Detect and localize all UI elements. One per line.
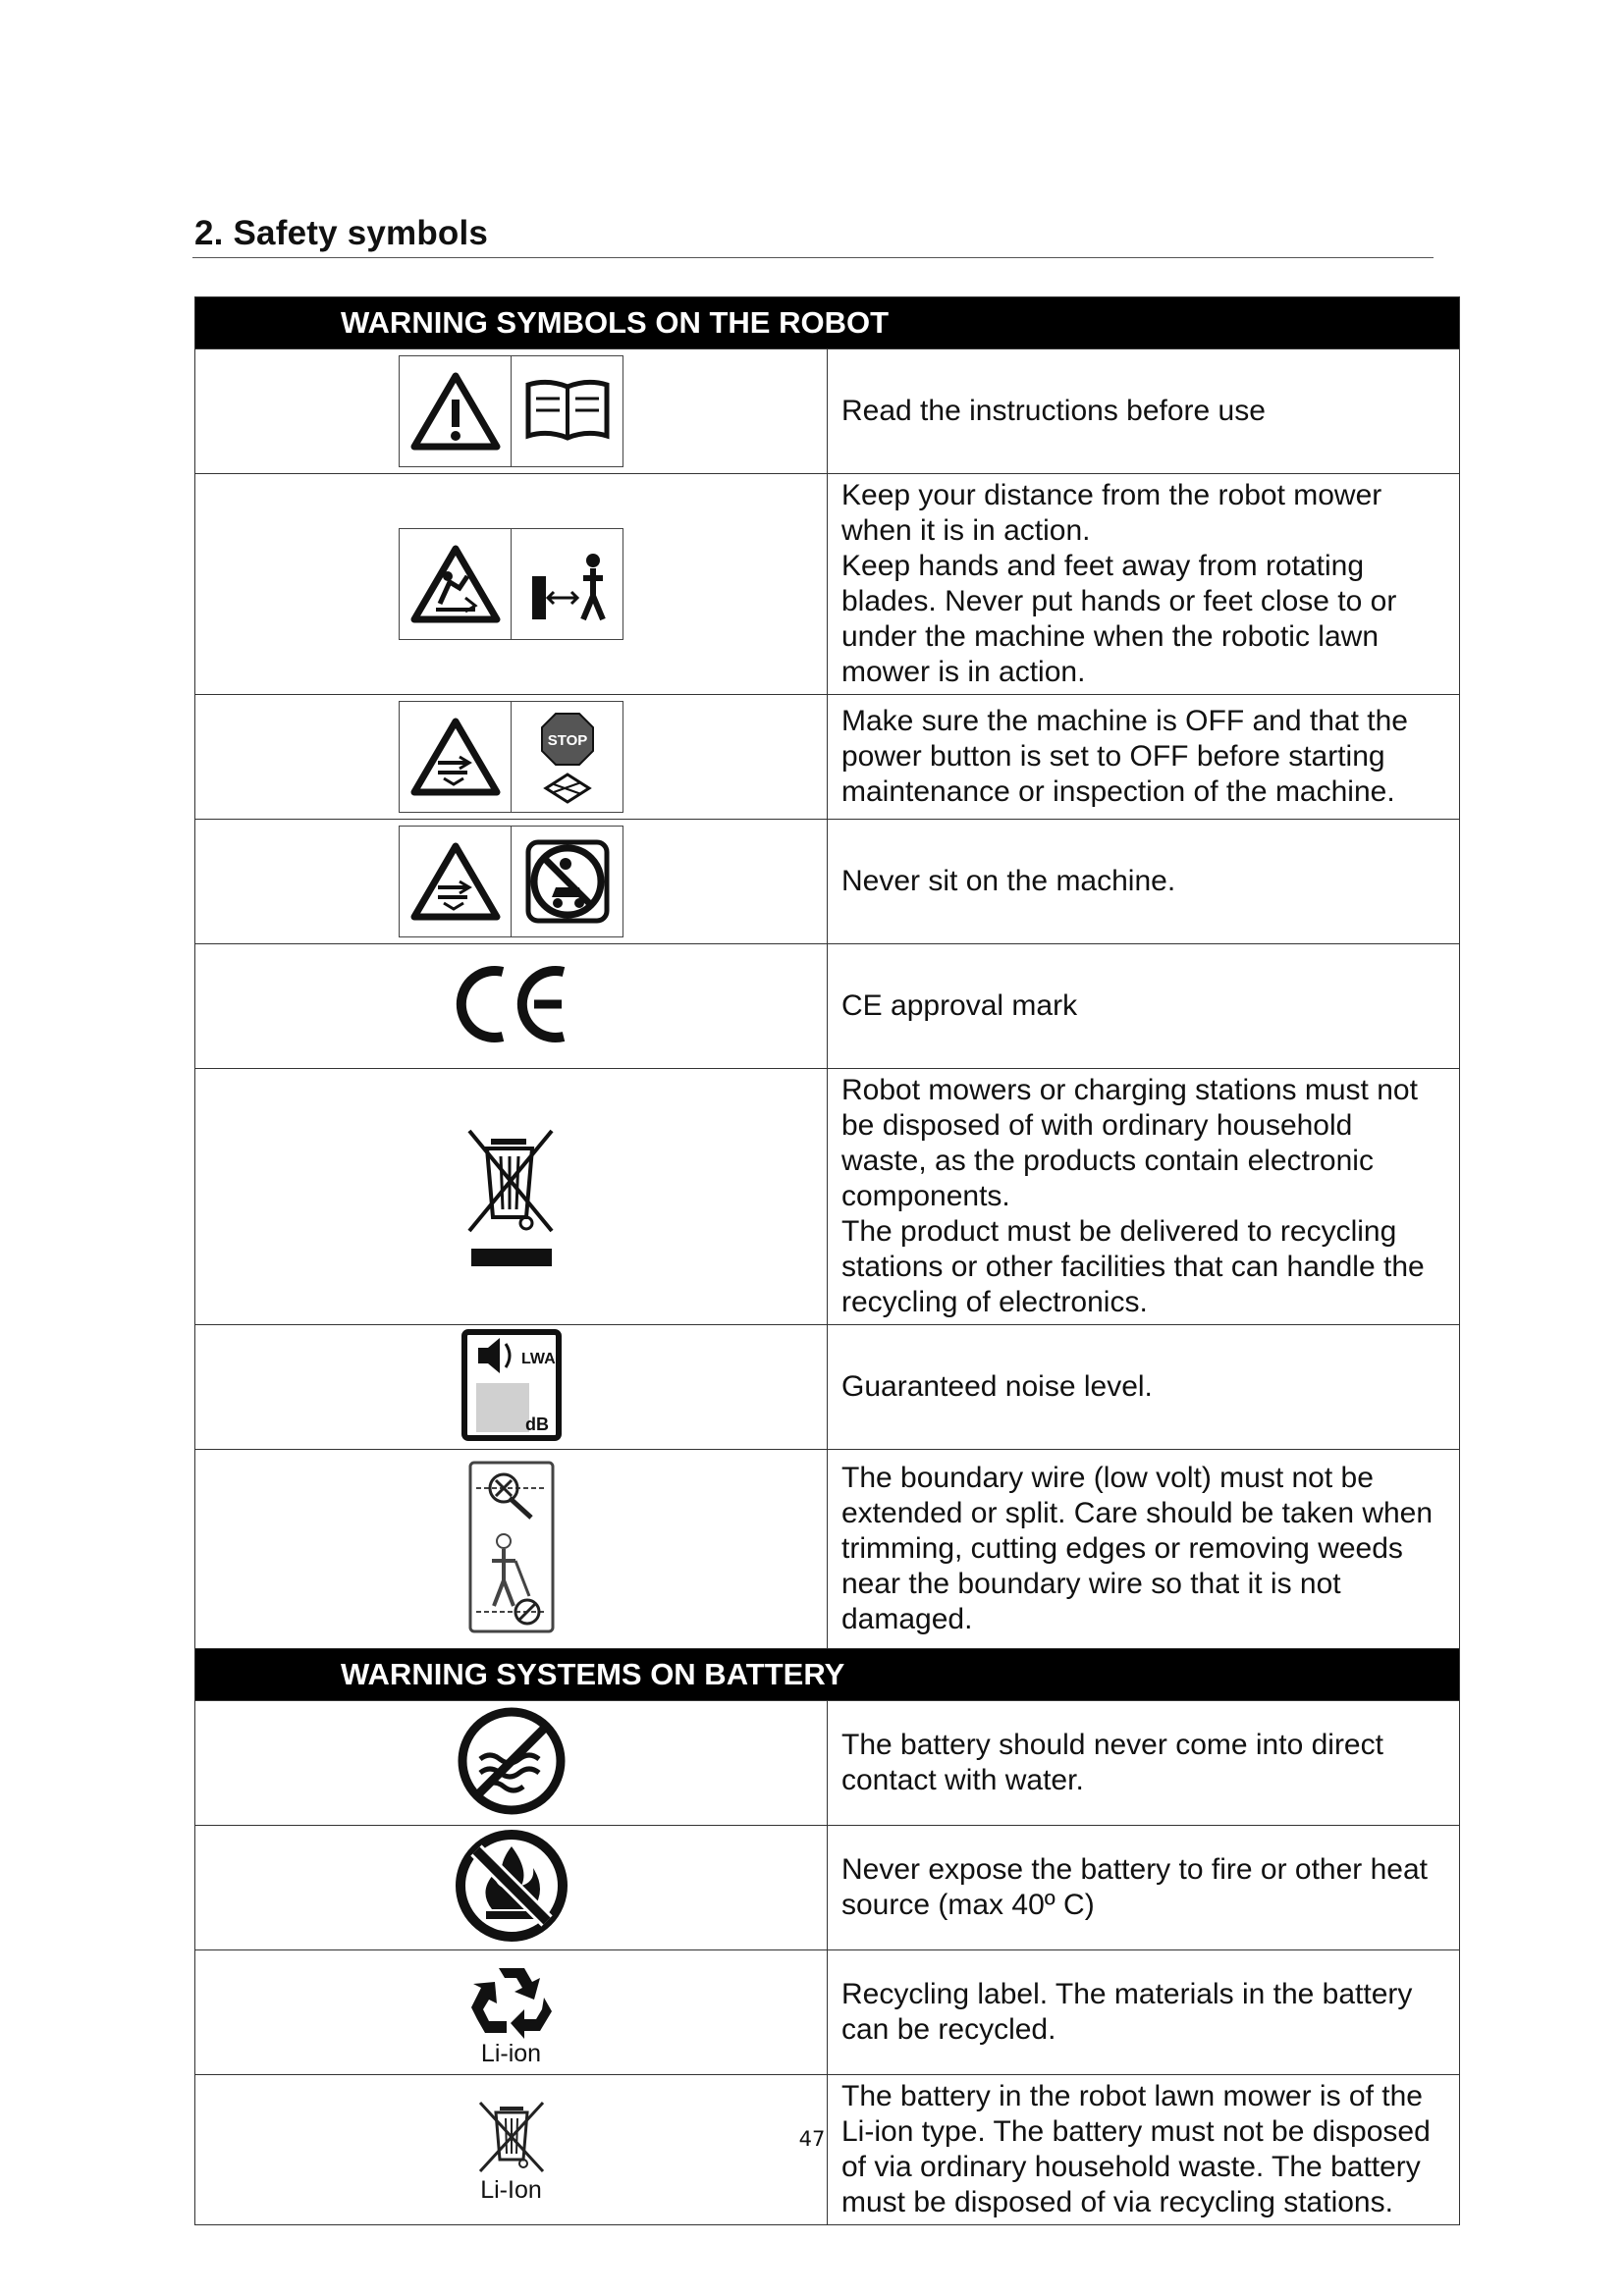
stop-sign-icon <box>511 702 623 812</box>
description-cell <box>828 1069 1460 1325</box>
table-row <box>195 695 1460 820</box>
description-text: The battery in the robot lawn mower is of the Li-ion type. The battery must not be disposed of via ordinary household waste. The battery must be disposed of via recycling stations. <box>841 2080 1431 2218</box>
instruction-book-icon <box>511 356 623 466</box>
symbol-cell <box>195 1950 828 2075</box>
page-number: 47 <box>798 2127 826 2151</box>
robot-section-header-row <box>195 297 1460 349</box>
li-ion-label: Li-ion <box>480 2039 542 2067</box>
description-text: The battery should never come into direct contact with water. <box>841 1729 1383 1796</box>
blade-warning-icon <box>400 827 511 936</box>
description-text: Recycling label. The materials in the battery can be recycled. <box>841 1978 1413 2046</box>
no-riding-icon <box>511 827 623 936</box>
title-rule <box>192 257 1434 258</box>
noise-db-label: dB <box>524 1414 549 1434</box>
stop-label: STOP <box>547 732 587 749</box>
description-text: Read the instructions before use <box>841 395 1266 427</box>
symbol-cell <box>195 695 828 820</box>
symbol-cell <box>195 1701 828 1826</box>
description-cell <box>828 1950 1460 2075</box>
table-row <box>195 1450 1460 1649</box>
description-cell <box>828 349 1460 474</box>
description-cell <box>828 695 1460 820</box>
description-text: The product must be delivered to recycling stations or other facilities that can handle the recycling of electronics. <box>841 1215 1425 1318</box>
description-text: CE approval mark <box>841 989 1078 1022</box>
symbol-cell <box>195 1450 828 1649</box>
keep-distance-icon <box>511 529 623 639</box>
description-cell <box>828 1325 1460 1450</box>
noise-lwa-label: LWA <box>520 1350 556 1367</box>
description-text: Make sure the machine is OFF and that the power button is set to OFF before starting maintenance or inspection of the machine. <box>841 705 1408 808</box>
warning-triangle-icon <box>400 356 511 466</box>
table-row <box>195 1950 1460 2075</box>
description-text: Keep hands and feet away from rotating blades. Never put hands or feet close to or under the machine when the robotic lawn mower is in action. <box>841 550 1397 688</box>
no-fire-icon <box>453 1827 570 1945</box>
description-cell <box>828 820 1460 944</box>
description-text: The boundary wire (low volt) must not be extended or split. Care should be taken when trimming, cutting edges or removing weeds near the boundary wire so that it is not damaged. <box>841 1462 1434 1635</box>
li-ion-label: Li-Ion <box>480 2175 542 2204</box>
battery-section-header-row <box>195 1649 1460 1701</box>
blade-warning-icon <box>400 702 511 812</box>
symbol-cell <box>195 474 828 695</box>
symbol-cell <box>195 820 828 944</box>
rotating-blade-warning-icon <box>400 529 511 639</box>
symbol-cell <box>195 349 828 474</box>
table-row <box>195 1325 1460 1450</box>
table-row <box>195 349 1460 474</box>
recycling-symbol <box>195 1960 827 2065</box>
description-text: Robot mowers or charging stations must not be disposed of with ordinary household waste, as the products contain electronic components. <box>841 1074 1418 1212</box>
crossed-bin-icon <box>458 1121 566 1268</box>
battery-section-header: WARNING SYSTEMS ON BATTERY <box>195 1649 1460 1701</box>
safety-symbols-table <box>194 296 1460 2225</box>
recycling-icon <box>467 1960 556 2041</box>
symbol-cell <box>195 1325 828 1450</box>
symbol-cell <box>195 944 828 1069</box>
symbol-cell <box>195 1826 828 1950</box>
description-text: Never expose the battery to fire or other heat source (max 40º C) <box>841 1853 1428 1921</box>
description-cell <box>828 1826 1460 1950</box>
table-row <box>195 820 1460 944</box>
ce-mark-icon <box>448 962 575 1046</box>
noise-level-icon <box>460 1328 563 1442</box>
description-text: Never sit on the machine. <box>841 865 1176 897</box>
symbol-cell <box>195 1069 828 1325</box>
boundary-wire-icon <box>466 1459 557 1635</box>
robot-section-header: WARNING SYMBOLS ON THE ROBOT <box>195 297 1460 349</box>
description-cell <box>828 1450 1460 1649</box>
description-cell <box>828 1701 1460 1826</box>
table-row <box>195 1069 1460 1325</box>
description-text: Guaranteed noise level. <box>841 1370 1153 1403</box>
table-row <box>195 1701 1460 1826</box>
description-cell <box>828 474 1460 695</box>
description-cell <box>828 944 1460 1069</box>
description-text: Keep your distance from the robot mower when it is in action. <box>841 479 1382 547</box>
no-water-icon <box>455 1704 568 1818</box>
section-title: 2. Safety symbols <box>194 214 489 252</box>
table-row <box>195 1826 1460 1950</box>
table-row <box>195 474 1460 695</box>
table-row <box>195 944 1460 1069</box>
